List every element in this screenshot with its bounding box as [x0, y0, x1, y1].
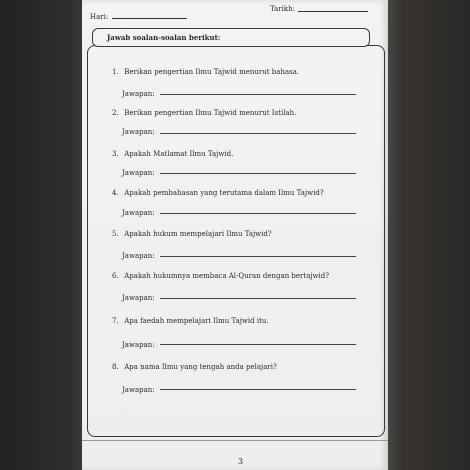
answer-label: Jawapan:: [122, 252, 155, 260]
left-background: [0, 0, 82, 470]
question-2: [112, 109, 296, 117]
answer-line: [160, 389, 356, 390]
question-6: [112, 272, 329, 280]
answer-line: [160, 344, 356, 345]
question-text: Apakah hukumnya membaca Al-Quran dengan bertajwid?: [124, 272, 330, 280]
answer-label: Jawapan:: [122, 294, 155, 302]
questions-frame: [87, 45, 385, 437]
question-number: 7.: [112, 317, 119, 325]
question-7: [112, 317, 269, 325]
page-divider: [82, 440, 388, 441]
question-text: Apakah Matlamat Ilmu Tajwid.: [124, 150, 234, 158]
question-text: Berikan pengertian Ilmu Tajwid menurut Istilah.: [124, 109, 297, 117]
instruction-text: Jawab soalan-soalan berikut:: [107, 33, 221, 42]
question-3: [112, 150, 233, 158]
question-text: Apa faedah mempelajari Ilmu Tajwid itu.: [124, 317, 269, 325]
worksheet-page: [82, 0, 388, 470]
question-number: 2.: [112, 109, 119, 117]
answer-label: Jawapan:: [122, 90, 155, 98]
question-number: 3.: [112, 150, 119, 158]
answer-label: Jawapan:: [122, 386, 155, 394]
question-number: 5.: [112, 230, 119, 238]
question-text: Berikan pengertian Ilmu Tajwid menurut bahasa.: [124, 68, 300, 76]
answer-line: [160, 213, 356, 214]
tarikh-blank-line: [298, 11, 368, 12]
answer-line: [160, 298, 356, 299]
tarikh-label: Tarikh:: [270, 5, 295, 13]
answer-line: [160, 133, 356, 134]
question-text: Apakah hukum mempelajari Ilmu Tajwid?: [124, 230, 272, 238]
answer-label: Jawapan:: [122, 169, 155, 177]
answer-label: Jawapan:: [122, 128, 155, 136]
hari-blank-line: [112, 18, 187, 19]
answer-line: [160, 256, 356, 257]
answer-label: Jawapan:: [122, 341, 155, 349]
question-number: 4.: [112, 189, 119, 197]
hari-label: Hari:: [90, 13, 109, 21]
answer-line: [160, 173, 356, 174]
question-5: [112, 230, 272, 238]
answer-line: [160, 94, 356, 95]
question-number: 6.: [112, 272, 119, 280]
question-number: 8.: [112, 363, 119, 371]
question-text: Apa nama Ilmu yang tengah anda pelajari?: [124, 363, 277, 371]
question-8: [112, 363, 277, 371]
page-number: 3: [238, 457, 244, 466]
instruction-box: [92, 28, 370, 47]
question-number: 1.: [112, 68, 119, 76]
right-background: [386, 0, 470, 470]
answer-label: Jawapan:: [122, 209, 155, 217]
question-1: [112, 68, 299, 76]
question-4: [112, 189, 324, 197]
question-text: Apakah pembahasan yang terutama dalam Ilmu Tajwid?: [124, 189, 324, 197]
